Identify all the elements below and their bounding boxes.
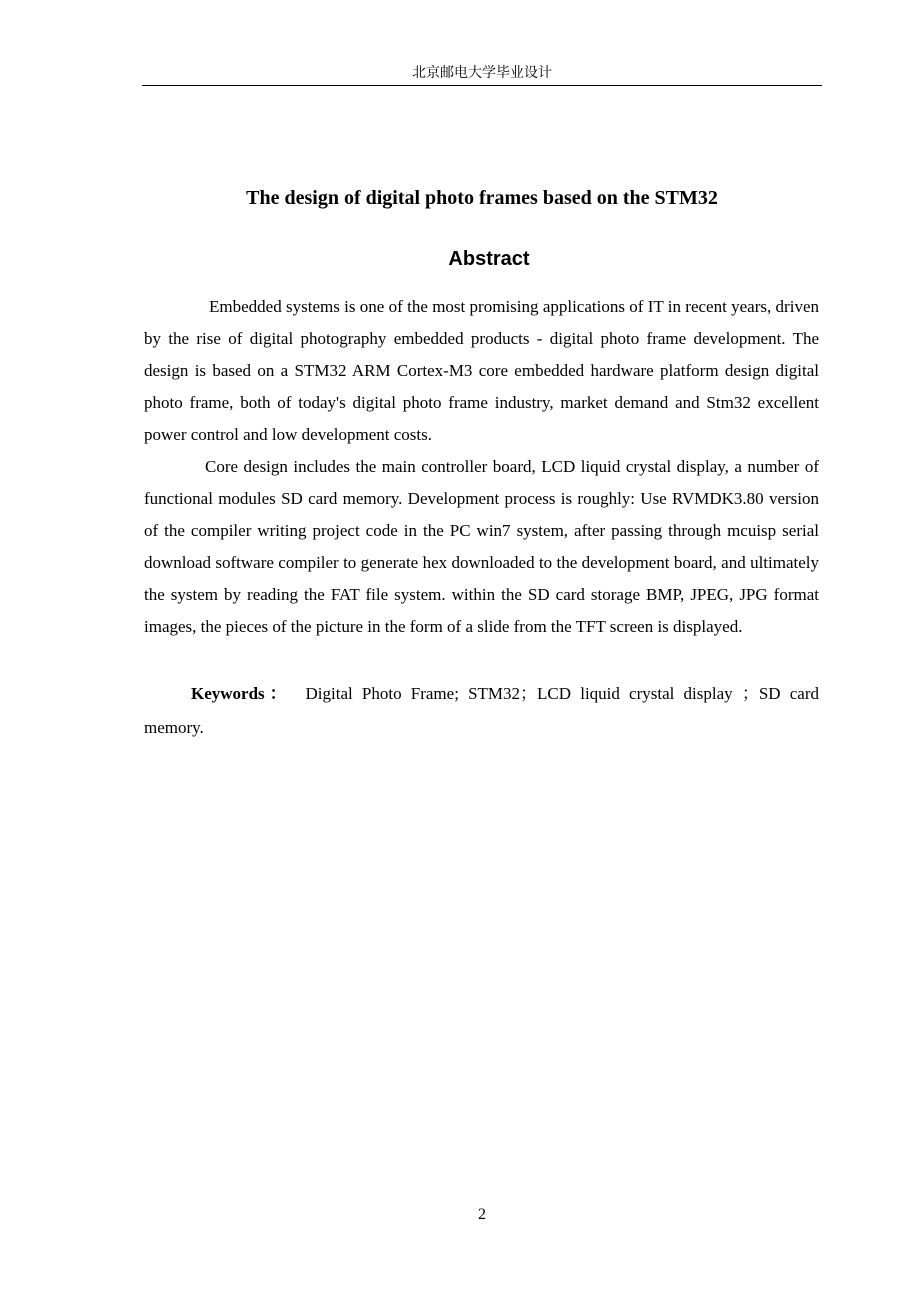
abstract-heading: Abstract bbox=[448, 248, 530, 270]
paper-title: The design of digital photo frames based on the STM32 bbox=[246, 187, 718, 209]
abstract-paragraph: Core design includes the main controller board, LCD liquid crystal display, a number of functional modules SD card memory. Development process is roughly: Use RVMDK3.80 version of the compiler writing project code in the PC win7 system, after passing through mcuisp serial download software compiler to generate hex downloaded to the development board, and ultimately the system by reading the FAT file system. within the SD card storage BMP, JPEG, JPG format images, the pieces of the picture in the form of a slide from the TFT screen is displayed. bbox=[144, 457, 819, 636]
running-header: 北京邮电大学毕业设计 bbox=[412, 65, 552, 81]
abstract-paragraph: Embedded systems is one of the most promising applications of IT in recent years, driven by the rise of digital photography embedded products - digital photo frame development. The design is based on a STM32 ARM Cortex-M3 core embedded hardware platform design digital photo frame, both of today's digital photo frame industry, market demand and Stm32 excellent power control and low development costs. bbox=[144, 297, 819, 444]
keywords-label: Keywords： bbox=[191, 684, 292, 703]
keywords-line bbox=[144, 677, 819, 745]
keywords-text: Digital Photo Frame; STM32；LCD liquid crystal display ；SD card memory. bbox=[144, 684, 819, 737]
page-number: 2 bbox=[478, 1206, 486, 1223]
header-rule bbox=[142, 85, 822, 86]
abstract-body bbox=[144, 291, 819, 643]
